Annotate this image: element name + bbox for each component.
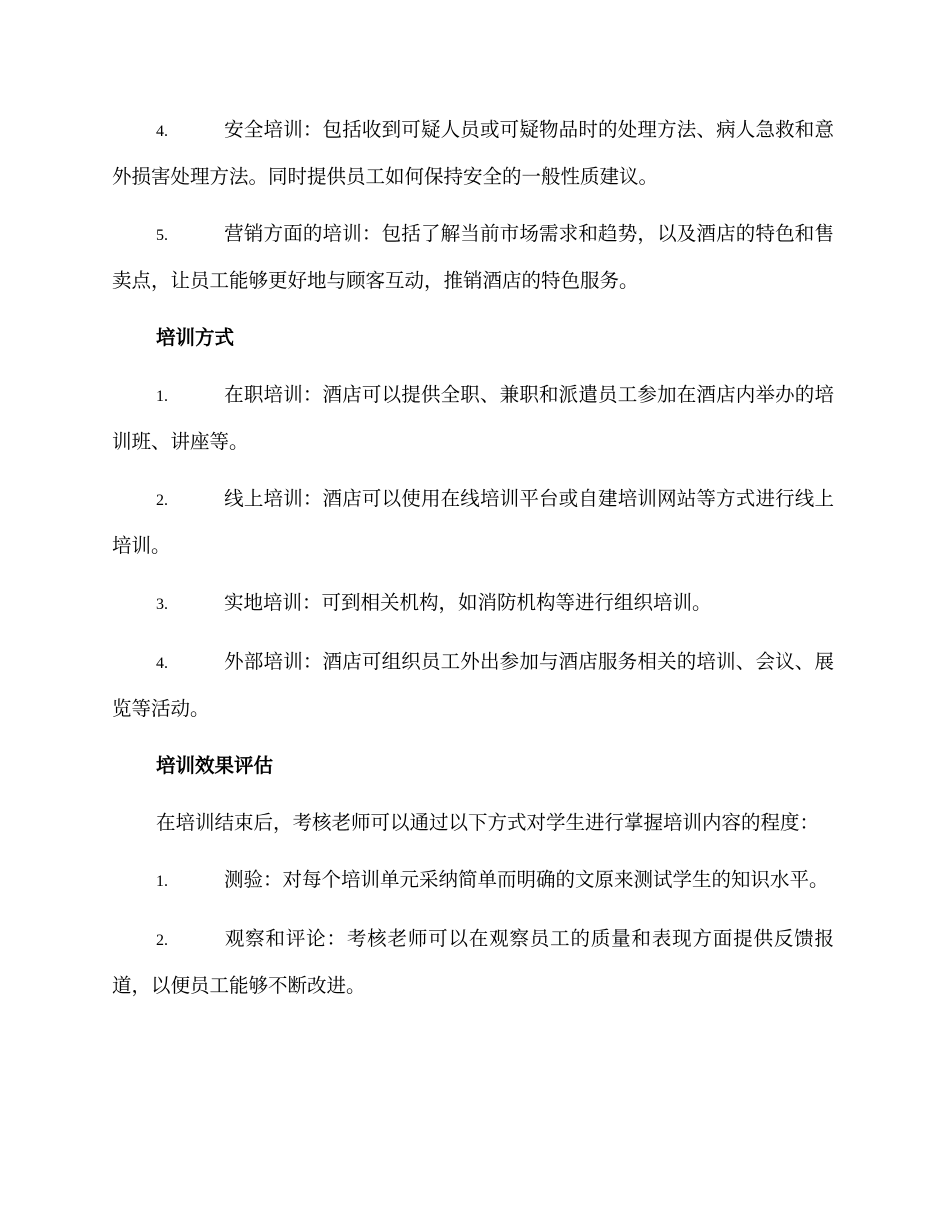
list-item-text: 在职培训：酒店可以提供全职、兼职和派遣员工参加在酒店内举办的培训班、讲座等。 bbox=[112, 383, 834, 453]
list-item-text: 线上培训：酒店可以使用在线培训平台或自建培训网站等方式进行线上培训。 bbox=[112, 487, 834, 557]
list-item-number: 3. bbox=[156, 596, 168, 613]
list-item-text: 测验：对每个培训单元采纳简单而明确的文原来测试学生的知识水平。 bbox=[224, 868, 829, 891]
section-heading-evaluation: 培训效果评估 bbox=[156, 754, 274, 777]
list-item-number: 2. bbox=[156, 492, 168, 509]
list-item-number: 4. bbox=[156, 655, 168, 672]
document-body bbox=[112, 107, 834, 1020]
list-item-text: 实地培训：可到相关机构，如消防机构等进行组织培训。 bbox=[224, 591, 712, 614]
evaluation-intro-paragraph: 在培训结束后，考核老师可以通过以下方式对学生进行掌握培训内容的程度： bbox=[156, 811, 820, 834]
list-item-text: 安全培训：包括收到可疑人员或可疑物品时的处理方法、病人急救和意外损害处理方法。同时提供员工如何保持安全的一般性质建议。 bbox=[112, 118, 834, 188]
list-item bbox=[112, 476, 834, 568]
list-item bbox=[112, 639, 834, 731]
list-item-text: 观察和评论：考核老师可以在观察员工的质量和表现方面提供反馈报道，以便员工能够不断改进。 bbox=[112, 927, 834, 997]
list-item-text: 营销方面的培训：包括了解当前市场需求和趋势，以及酒店的特色和售卖点，让员工能够更好地与顾客互动，推销酒店的特色服务。 bbox=[112, 222, 834, 292]
list-item-number: 5. bbox=[156, 227, 168, 244]
list-item-number: 1. bbox=[156, 388, 168, 405]
list-item bbox=[112, 372, 834, 464]
list-item bbox=[112, 916, 834, 1008]
section-heading-methods: 培训方式 bbox=[156, 326, 235, 349]
list-item bbox=[112, 107, 834, 199]
list-item bbox=[112, 211, 834, 303]
list-item bbox=[112, 857, 834, 904]
list-item-number: 4. bbox=[156, 123, 168, 140]
list-item-number: 1. bbox=[156, 873, 168, 890]
list-item-number: 2. bbox=[156, 932, 168, 949]
list-item bbox=[112, 580, 834, 627]
list-item-text: 外部培训：酒店可组织员工外出参加与酒店服务相关的培训、会议、展览等活动。 bbox=[112, 650, 834, 720]
